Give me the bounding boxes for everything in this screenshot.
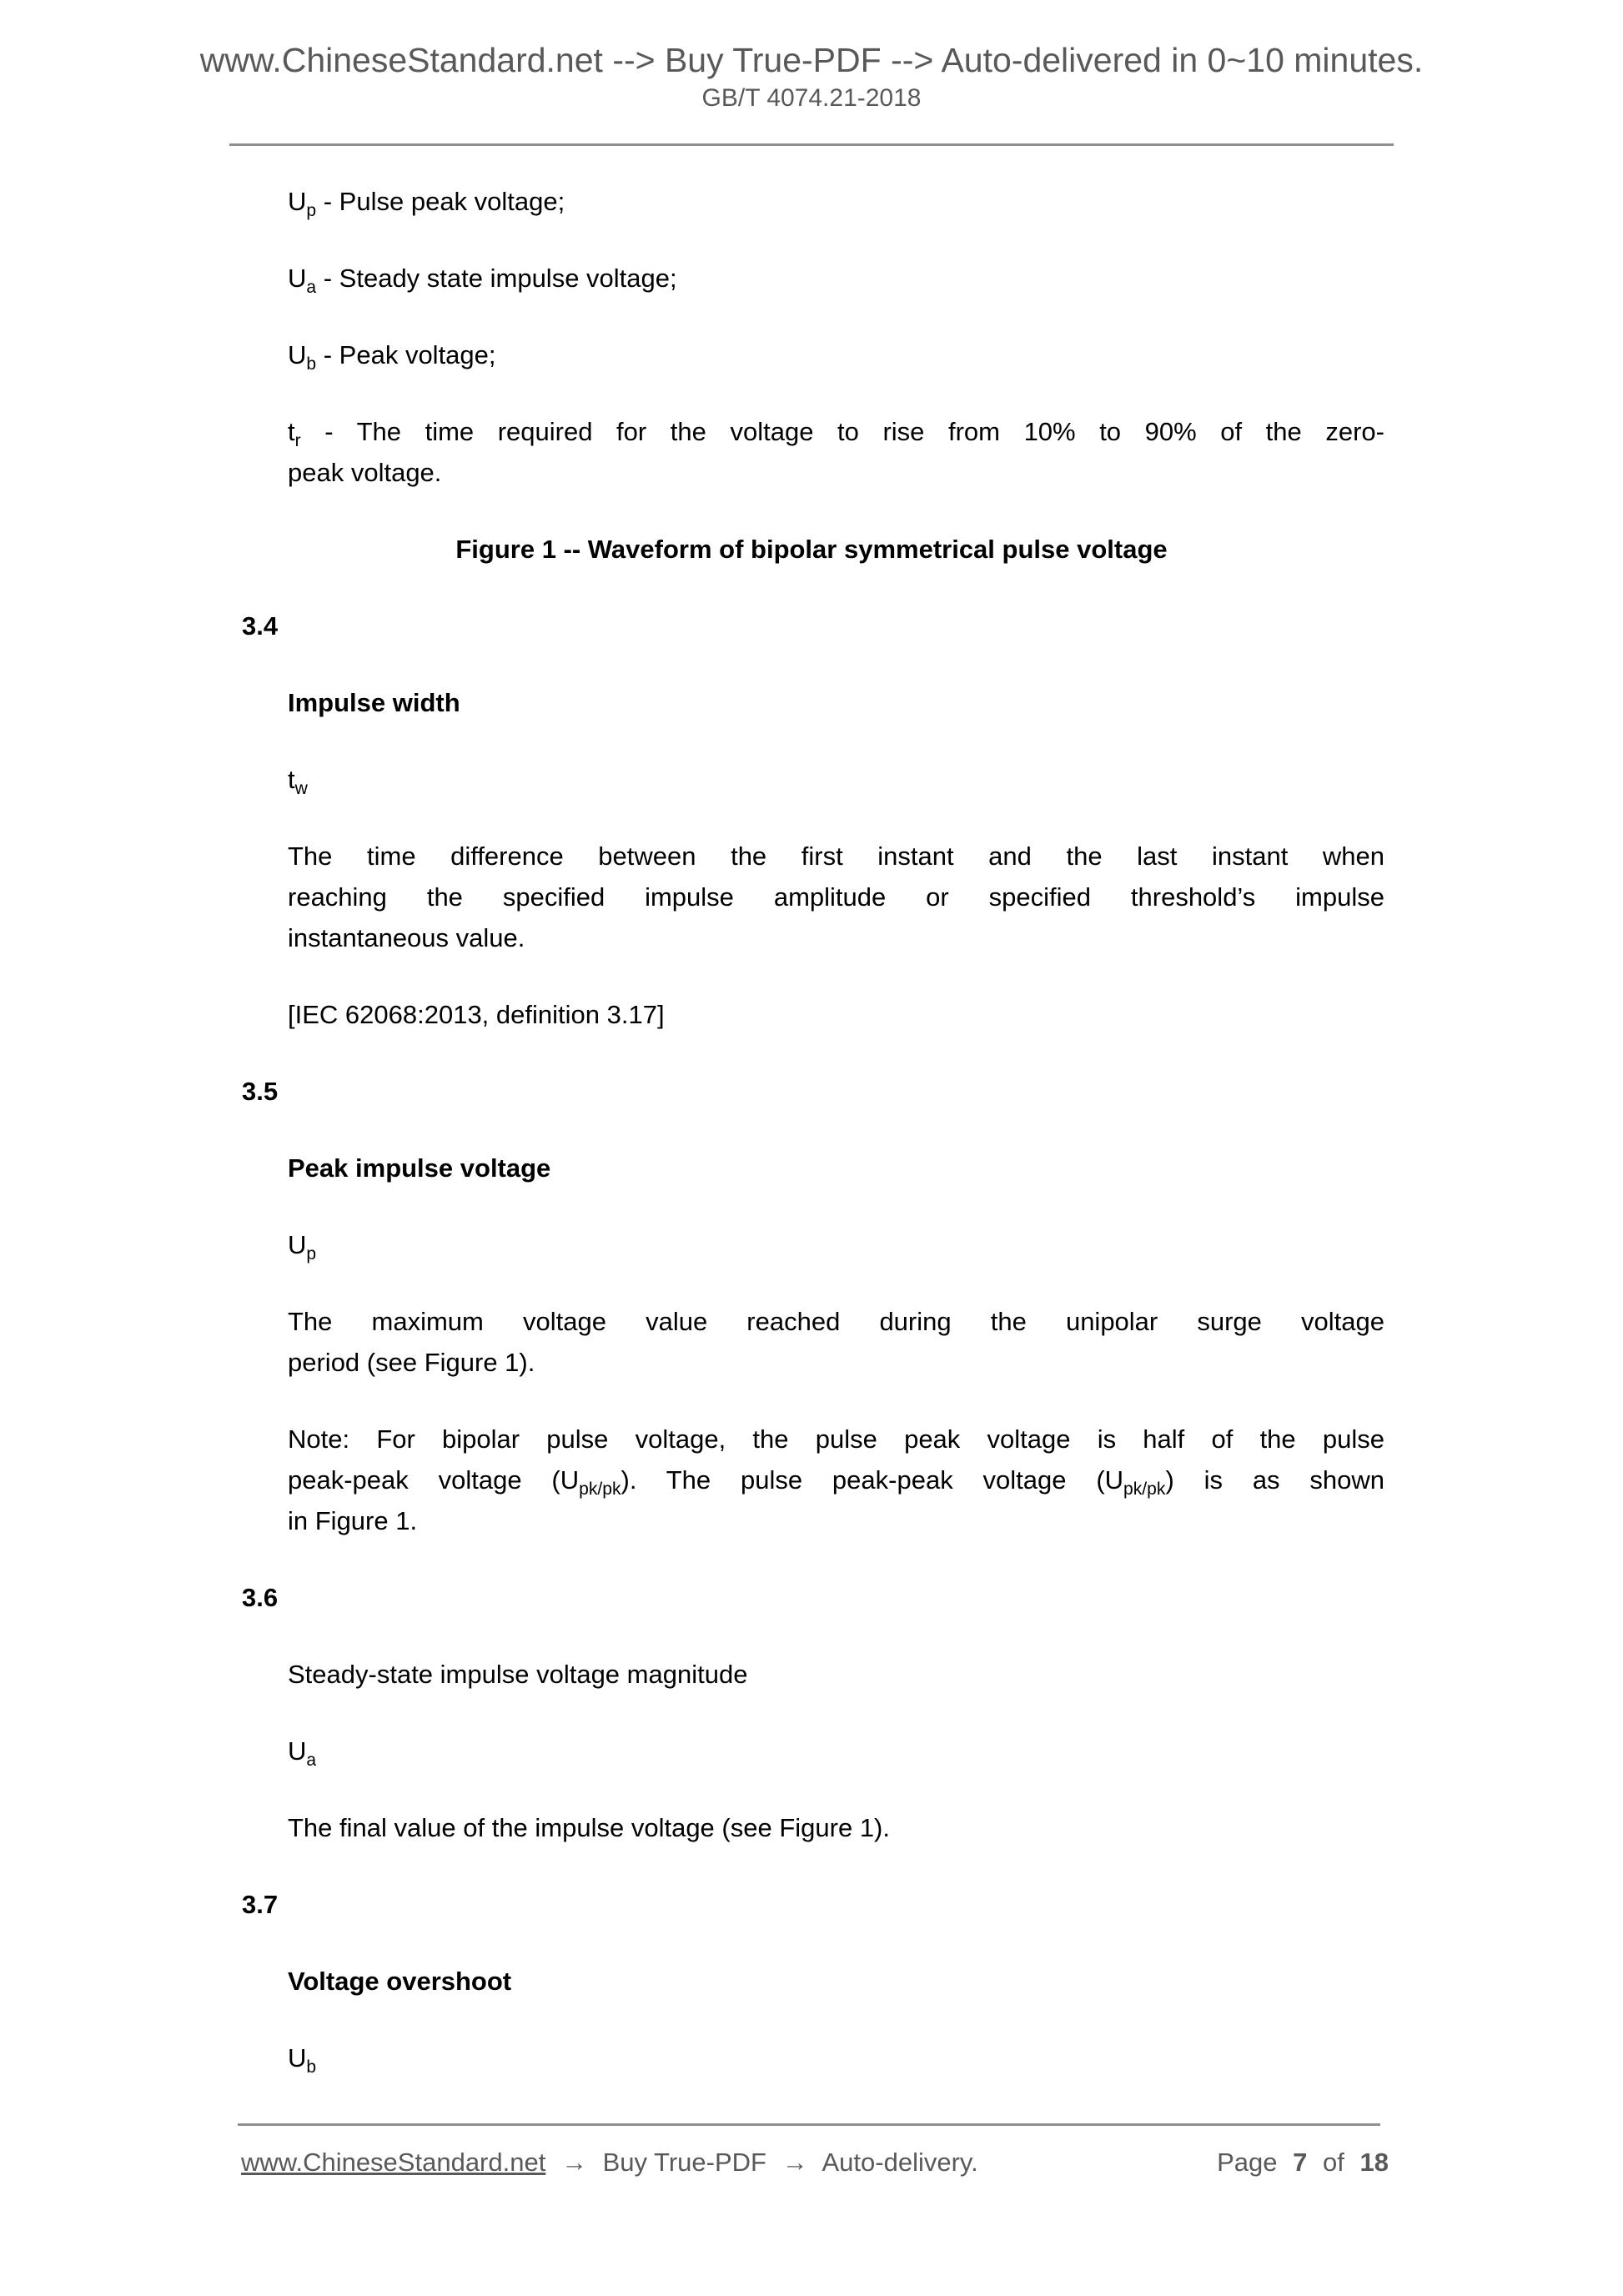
- section-3-6-body: The final value of the impulse voltage (see Figure 1).: [288, 1813, 890, 1842]
- footer-row: [229, 2126, 1394, 2178]
- definition-tr: [288, 411, 1384, 493]
- arrow-icon: →: [560, 2148, 587, 2177]
- note-line2-text1: peak-peak voltage (U: [288, 1465, 580, 1495]
- page-total: 18: [1359, 2148, 1389, 2177]
- definition-ub-text: - Peak voltage;: [316, 340, 496, 369]
- section-3-5-body-line1: The maximum voltage value reached during the unipolar surge voltage: [288, 1307, 1384, 1336]
- symbol-up-line: [288, 1224, 1384, 1265]
- section-3-7-number: 3.7: [242, 1890, 279, 1919]
- symbol-up2-subscript: p: [306, 1244, 317, 1264]
- symbol-ua: U: [288, 264, 307, 293]
- note-line3: in Figure 1.: [288, 1506, 418, 1535]
- symbol-ua-subscript: a: [306, 278, 317, 298]
- section-3-5-body-line2: period (see Figure 1).: [288, 1348, 535, 1377]
- section-3-5-body: [288, 1301, 1384, 1383]
- symbol-up: U: [288, 187, 307, 216]
- definition-tr-text: - The time required for the voltage to rise from 10% to 90% of the zero-: [300, 417, 1384, 446]
- note-line2-text3: ) is as shown: [1165, 1465, 1385, 1495]
- definition-ua: [288, 258, 1384, 299]
- definition-up-text: - Pulse peak voltage;: [316, 187, 565, 216]
- section-3-5-title: Peak impulse voltage: [288, 1153, 551, 1183]
- header-divider: [229, 143, 1394, 146]
- symbol-up2: U: [288, 1230, 307, 1259]
- definition-tr-line1: [288, 411, 1384, 452]
- footer-delivery-text: Auto-delivery.: [822, 2148, 978, 2177]
- note-line1: Note: For bipolar pulse voltage, the pulse peak voltage is half of the pulse: [288, 1424, 1384, 1454]
- document-number: GB/T 4074.21-2018: [701, 84, 922, 112]
- note-subscript-pkpk-2: pk/pk: [1123, 1480, 1166, 1500]
- symbol-ub-line: [288, 2037, 1384, 2078]
- section-3-7-title: Voltage overshoot: [288, 1967, 512, 1996]
- section-3-4-body-line2: reaching the specified impulse amplitude or specified threshold’s impulse: [288, 882, 1384, 912]
- page-footer: [229, 2123, 1394, 2178]
- page-number: 7: [1293, 2148, 1308, 2177]
- symbol-ub: U: [288, 340, 307, 369]
- section-3-5-note: [288, 1419, 1384, 1541]
- symbol-ub2-subscript: b: [306, 2057, 317, 2077]
- symbol-tr: t: [288, 417, 295, 446]
- symbol-tw-subscript: w: [294, 779, 308, 799]
- symbol-ua-line: [288, 1731, 1384, 1771]
- symbol-ua2-subscript: a: [306, 1751, 317, 1771]
- section-3-4-body-line1: The time difference between the first instant and the last instant when: [288, 842, 1384, 871]
- symbol-tw: t: [288, 765, 295, 794]
- section-3-4-body-line3: instantaneous value.: [288, 923, 525, 952]
- definition-ua-text: - Steady state impulse voltage;: [316, 264, 677, 293]
- section-3-4-title: Impulse width: [288, 688, 460, 717]
- section-3-5-number: 3.5: [242, 1077, 279, 1106]
- definition-ub: [288, 334, 1384, 375]
- footer-buy-text: Buy True-PDF: [602, 2148, 766, 2177]
- page-of-label: of: [1323, 2148, 1344, 2177]
- section-3-6-number: 3.6: [242, 1583, 279, 1612]
- note-subscript-pkpk-1: pk/pk: [579, 1480, 621, 1500]
- header-banner: www.ChineseStandard.net --> Buy True-PDF --> Auto-delivered in 0~10 minutes.: [199, 41, 1424, 79]
- definition-tr-line2: peak voltage.: [288, 458, 442, 487]
- section-3-4-body: [288, 836, 1384, 958]
- note-line2-text2: ). The pulse peak-peak voltage (U: [621, 1465, 1124, 1495]
- figure-caption: Figure 1 -- Waveform of bipolar symmetrical pulse voltage: [455, 535, 1168, 564]
- page-label: Page: [1217, 2148, 1278, 2177]
- symbol-tw-line: [288, 759, 1384, 800]
- symbol-ub2: U: [288, 2043, 307, 2072]
- document-body: [0, 181, 1623, 2078]
- section-3-6-title: Steady-state impulse voltage magnitude: [288, 1660, 748, 1689]
- definition-up: [288, 181, 1384, 222]
- footer-left: [241, 2148, 987, 2178]
- symbol-ua2: U: [288, 1736, 307, 1766]
- symbol-tr-subscript: r: [294, 431, 301, 451]
- symbol-ub-subscript: b: [306, 354, 317, 374]
- page-header: [0, 0, 1623, 146]
- note-line2: [288, 1459, 1384, 1500]
- iec-reference: [IEC 62068:2013, definition 3.17]: [288, 1000, 665, 1029]
- footer-link[interactable]: www.ChineseStandard.net: [241, 2148, 546, 2177]
- page-indicator: [1208, 2148, 1389, 2178]
- arrow-icon: →: [781, 2148, 808, 2177]
- symbol-up-subscript: p: [306, 201, 317, 221]
- section-3-4-number: 3.4: [242, 611, 279, 641]
